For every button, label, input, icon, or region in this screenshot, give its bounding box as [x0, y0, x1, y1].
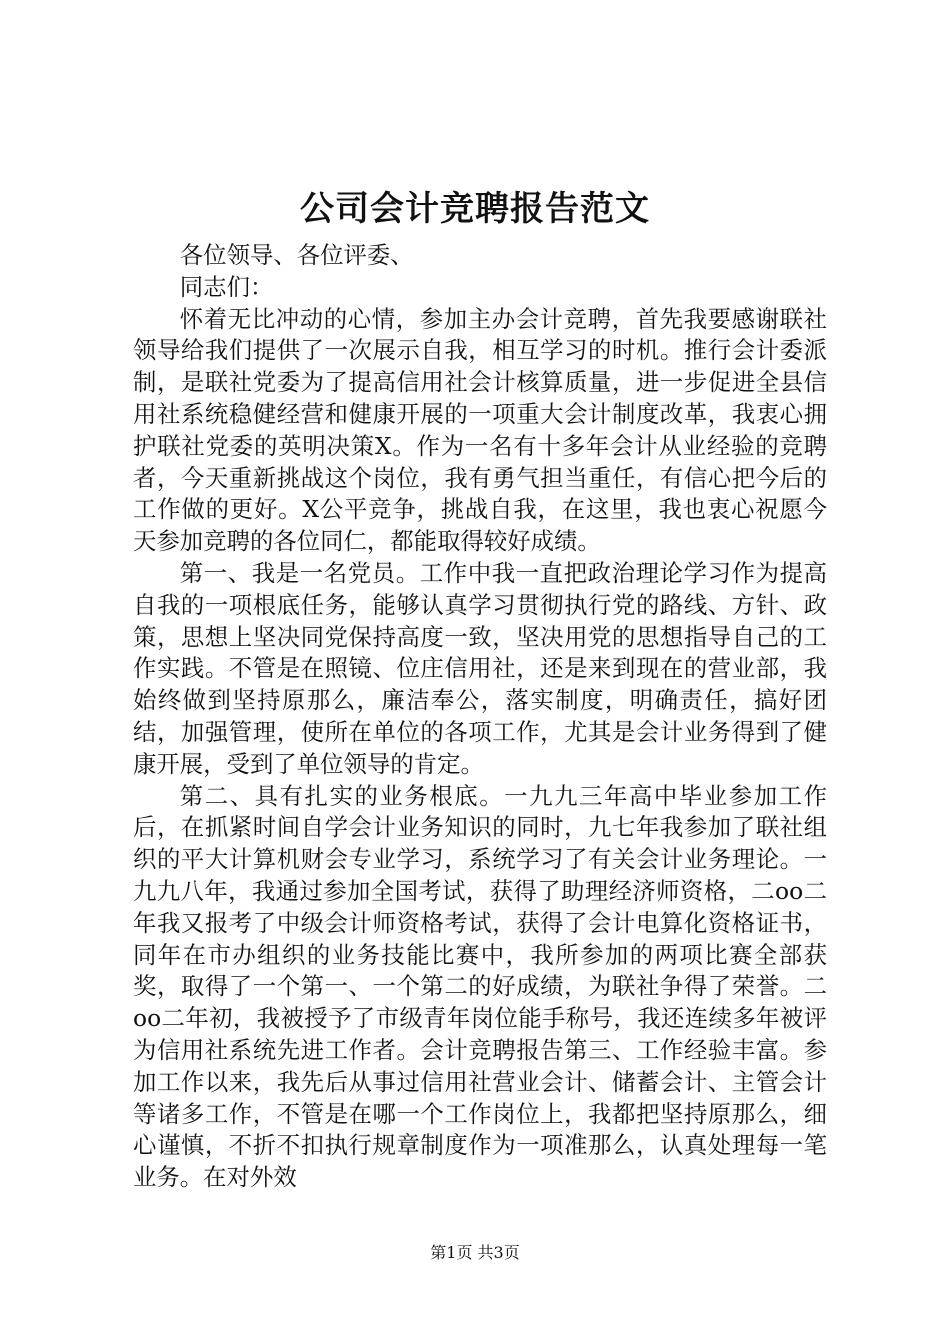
- salutation-line: 同志们：: [179, 272, 274, 301]
- document-body: [133, 240, 827, 1194]
- body-paragraph: 第一、我是一名党员。工作中我一直把政治理论学习作为提高自我的一项根底任务，能够认真学习贯彻执行党的路线、方针、政策，思想上坚决同党保持高度一致，坚决用党的思想指导自己的工作实践。不管是在照镜、位庄信用社，还是来到现在的营业部，我始终做到坚持原那么，廉洁奉公，落实制度，明确责任，搞好团结，加强管理，使所在单位的各项工作，尤其是会计业务得到了健康开展，受到了单位领导的肯定。: [133, 558, 827, 778]
- body-paragraph: 怀着无比冲动的心情，参加主办会计竞聘，首先我要感谢联社领导给我们提供了一次展示自我，相互学习的时机。推行会计委派制，是联社党委为了提高信用社会计核算质量，进一步促进全县信用社系统稳健经营和健康开展的一项重大会计制度改革，我衷心拥护联社党委的英明决策X。作为一名有十多年会计从业经验的竞聘者，今天重新挑战这个岗位，我有勇气担当重任，有信心把今后的工作做的更好。X公平竞争，挑战自我，在这里，我也衷心祝愿今天参加竞聘的各位同仁，都能取得较好成绩。: [133, 304, 827, 556]
- document-title: 公司会计竞聘报告范文: [300, 189, 650, 229]
- salutation-line: 各位领导、各位评委、: [179, 241, 414, 269]
- page-footer: 第1页 共3页: [430, 1243, 520, 1262]
- body-paragraph: 第二、具有扎实的业务根底。一九九三年高中毕业参加工作后，在抓紧时间自学会计业务知识的同时，九七年我参加了联社组织的平大计算机财会专业学习，系统学习了有关会计业务理论。一九九八年，我通过参加全国考试，获得了助理经济师资格，二oo二年我又报考了中级会计师资格考试，获得了会计电算化资格证书，同年在市办组织的业务技能比赛中，我所参加的两项比赛全部获奖，取得了一个第一、一个第二的好成绩，为联社争得了荣誉。二oo二年初，我被授予了市级青年岗位能手称号，我还连续多年被评为信用社系统先进工作者。会计竞聘报告第三、工作经验丰富。参加工作以来，我先后从事过信用社营业会计、储蓄会计、主管会计等诸多工作，不管是在哪一个工作岗位上，我都把坚持原那么，细心谨慎，不折不扣执行规章制度作为一项准那么，认真处理每一笔业务。在对外效: [133, 781, 827, 1192]
